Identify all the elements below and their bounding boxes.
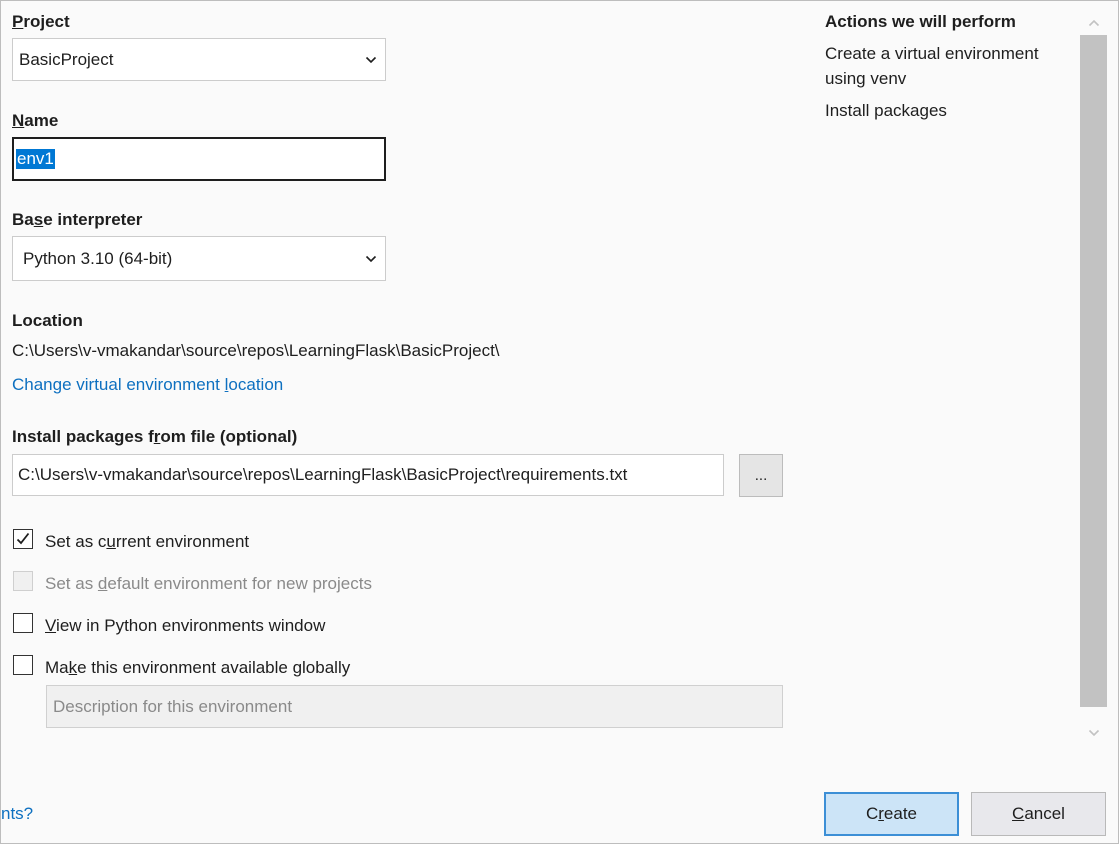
set-current-checkbox[interactable]: [13, 529, 33, 549]
available-globally-checkbox[interactable]: [13, 655, 33, 675]
chevron-down-icon[interactable]: [1084, 723, 1104, 743]
name-input-value: env1: [17, 149, 54, 168]
location-label: Location: [12, 311, 83, 330]
name-input[interactable]: [12, 137, 386, 181]
set-current-label: Set as current environment: [45, 532, 250, 551]
chevron-up-icon[interactable]: [1084, 13, 1104, 33]
view-in-window-checkbox[interactable]: [13, 613, 33, 633]
action-item-create-venv: Create a virtual environment using venv: [825, 44, 1039, 88]
requirements-file-input[interactable]: C:\Users\v-vmakandar\source\repos\LearningFlask\BasicProject\requirements.txt: [12, 454, 724, 496]
chevron-down-icon: [357, 255, 385, 263]
location-path: C:\Users\v-vmakandar\source\repos\LearningFlask\BasicProject\: [12, 341, 500, 360]
help-link[interactable]: nts?: [1, 804, 34, 823]
checkmark-icon: [15, 531, 31, 547]
scrollbar-thumb[interactable]: [1080, 35, 1107, 707]
base-interpreter-label: Base interpreter: [12, 210, 143, 229]
chevron-down-icon: [357, 56, 385, 64]
set-default-label: Set as default environment for new projects: [45, 574, 372, 593]
action-item-install-packages: Install packages: [825, 101, 947, 120]
project-dropdown-value: BasicProject: [19, 49, 114, 69]
base-interpreter-dropdown[interactable]: [12, 236, 386, 281]
project-label: Project: [12, 12, 70, 31]
view-in-window-label: View in Python environments window: [45, 616, 326, 635]
name-label: Name: [12, 111, 59, 130]
available-globally-label: Make this environment available globally: [45, 658, 351, 677]
change-location-link[interactable]: Change virtual environment location: [12, 375, 284, 394]
actions-title: Actions we will perform: [825, 12, 1016, 31]
base-interpreter-value: Python 3.10 (64-bit): [23, 248, 173, 268]
project-dropdown[interactable]: [12, 38, 386, 81]
cancel-button[interactable]: Cancel: [971, 792, 1106, 836]
install-packages-label: Install packages from file (optional): [12, 427, 298, 446]
create-button[interactable]: Create: [824, 792, 959, 836]
set-default-checkbox: [13, 571, 33, 591]
description-input: Description for this environment: [46, 685, 783, 728]
browse-button[interactable]: ...: [739, 454, 783, 497]
